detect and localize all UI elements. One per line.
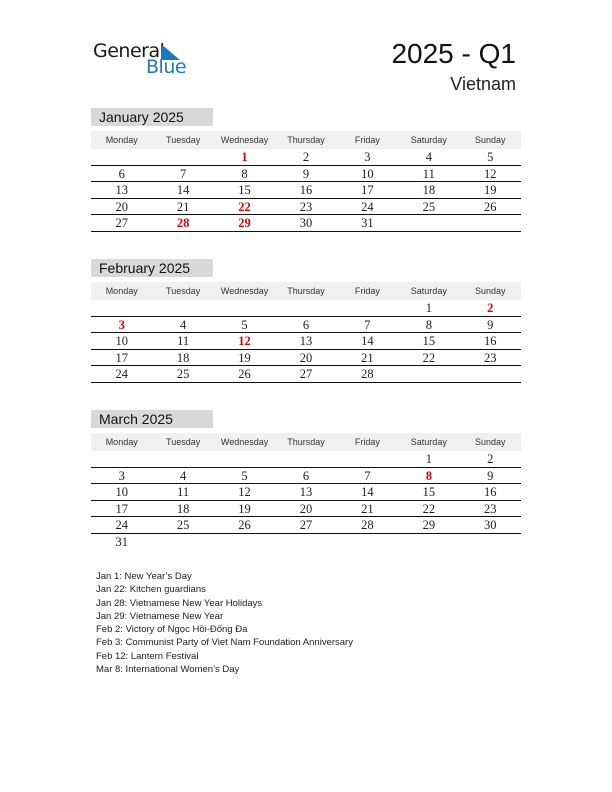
day-cell [398,534,459,551]
day-cell: 7 [180,166,187,181]
day-cell: 30 [483,518,497,533]
day-cell [275,451,336,467]
day-cell: 23 [483,350,497,365]
day-cell: 23 [299,199,313,214]
day-cell: 12 [483,166,497,181]
weekday-label: Saturday [410,135,447,145]
month-label: February 2025 [91,259,213,277]
day-cell: 28 [176,216,190,231]
day-cell: 4 [425,150,432,164]
day-cell: 13 [299,485,313,500]
day-cell: 19 [238,350,251,365]
weekday-label: Friday [354,135,380,145]
day-cell: 21 [361,350,374,365]
holiday-list [96,570,353,676]
day-cell: 23 [483,501,497,516]
day-cell: 7 [364,468,371,483]
page-title: 2025 - Q1 [391,38,516,69]
week-row [91,534,521,551]
day-cell [91,451,152,467]
holiday-item: Mar 8: International Women’s Day [96,664,240,676]
day-cell [152,451,213,467]
day-cell [214,300,275,316]
day-cell: 13 [299,334,313,349]
logo-text-general: General [93,40,165,62]
logo-text-blue: Blue [146,56,187,78]
week-row [91,166,521,183]
weekday-label: Sunday [474,135,506,145]
day-cell [275,300,336,316]
day-cell: 6 [302,317,310,332]
day-cell: 6 [302,468,310,483]
day-cell: 10 [361,166,374,181]
day-cell: 22 [238,199,251,214]
week-row [91,366,521,383]
day-cell: 27 [115,216,128,231]
day-cell: 20 [299,350,313,365]
day-cell: 1 [425,452,432,466]
day-cell [460,215,521,231]
weekday-label: Thursday [287,135,325,145]
week-row [91,350,521,367]
day-cell: 17 [115,350,128,365]
day-cell [91,149,152,165]
month-calendar [91,259,521,383]
day-cell: 1 [241,150,248,164]
weekday-label: Wednesday [220,437,269,447]
week-row [91,300,521,317]
week-row [91,317,521,334]
weekday-label: Friday [354,437,380,447]
day-cell: 15 [238,183,251,198]
day-cell: 30 [299,216,313,231]
day-cell: 13 [115,183,128,198]
month-calendar [91,108,521,232]
weekday-header [91,131,521,149]
week-row [91,501,521,518]
holiday-item: Feb 2: Victory of Ngọc Hồi-Đống Đa [96,624,248,636]
day-cell: 25 [422,199,436,214]
day-cell: 27 [299,518,313,533]
weekday-label: Monday [105,437,138,447]
day-cell: 3 [118,468,125,483]
weekday-label: Saturday [410,286,447,296]
day-cell: 27 [299,367,313,382]
day-cell: 2 [302,150,310,164]
day-cell [214,451,275,467]
day-cell: 17 [361,183,374,198]
week-row [91,149,521,166]
day-cell: 14 [176,183,190,198]
day-cell: 3 [364,150,371,164]
month-label: January 2025 [91,108,213,126]
week-row [91,199,521,216]
country-label: Vietnam [450,74,516,94]
day-cell: 11 [177,334,190,349]
day-cell [275,534,336,551]
day-cell: 5 [487,150,494,164]
day-cell [214,534,275,551]
day-cell: 8 [425,468,432,483]
holiday-item: Jan 29: Vietnamese New Year [96,610,224,622]
day-cell: 8 [241,166,248,181]
holiday-item: Feb 12: Lantern Festival [96,650,199,662]
day-cell [152,534,213,551]
day-cell: 6 [118,166,125,181]
day-cell: 28 [361,518,374,533]
day-cell: 5 [241,317,248,332]
day-cell: 25 [176,367,190,382]
weekday-header [91,433,521,451]
day-cell: 2 [487,452,494,466]
day-cell [152,149,213,165]
day-cell: 15 [422,485,436,500]
day-cell: 16 [299,183,313,198]
day-cell: 10 [115,334,128,349]
weekday-label: Monday [105,286,138,296]
day-cell: 8 [425,317,432,332]
week-row [91,451,521,468]
day-cell: 18 [176,350,190,365]
day-cell: 5 [241,468,248,483]
week-row [91,215,521,232]
day-cell: 17 [115,501,128,516]
day-cell: 19 [483,183,497,198]
day-cell: 4 [180,317,187,332]
day-cell: 26 [238,367,251,382]
weekday-label: Tuesday [166,437,201,447]
day-cell: 24 [115,518,128,533]
day-cell: 12 [238,485,251,500]
weekday-header [91,282,521,300]
holiday-item: Feb 3: Communist Party of Viet Nam Foundation Anniversary [96,637,353,649]
day-cell: 21 [176,199,190,214]
day-cell: 20 [115,199,128,214]
day-cell: 31 [361,216,374,231]
weekday-label: Wednesday [220,286,269,296]
day-cell: 10 [115,485,128,500]
weekday-label: Thursday [287,286,325,296]
holiday-item: Jan 22: Kitchen guardians [96,584,206,596]
weekday-label: Friday [354,286,380,296]
weekday-label: Sunday [474,286,506,296]
day-cell [91,300,152,316]
day-cell: 19 [238,501,251,516]
day-cell [337,451,398,467]
day-cell: 16 [483,334,497,349]
day-cell: 31 [115,534,128,549]
day-cell [337,300,398,316]
weekday-label: Saturday [410,437,447,447]
day-cell: 9 [302,166,310,181]
day-cell: 11 [177,485,190,500]
day-cell [152,300,213,316]
week-row [91,468,521,485]
holiday-item: Jan 28: Vietnamese New Year Holidays [96,597,263,609]
week-row [91,484,521,501]
day-cell: 26 [483,199,497,214]
day-cell: 18 [422,183,436,198]
day-cell: 16 [483,485,497,500]
day-cell [398,366,459,382]
general-blue-logo [93,40,193,80]
month-calendar [91,410,521,551]
day-cell: 9 [487,317,494,332]
day-cell: 14 [361,485,374,500]
week-row [91,517,521,534]
day-cell: 9 [487,468,494,483]
day-cell: 1 [425,301,432,315]
week-row [91,182,521,199]
day-cell: 11 [422,166,435,181]
day-cell: 28 [361,367,374,382]
day-cell: 25 [176,518,190,533]
day-cell: 26 [238,518,251,533]
day-cell: 7 [364,317,371,332]
weekday-label: Tuesday [166,286,201,296]
weekday-label: Wednesday [220,135,269,145]
day-cell: 18 [176,501,190,516]
day-cell: 22 [422,350,436,365]
day-cell: 4 [180,468,187,483]
day-cell [460,534,521,551]
weekday-label: Sunday [474,437,506,447]
day-cell [460,366,521,382]
day-cell: 29 [422,518,436,533]
day-cell [398,215,459,231]
weekday-label: Thursday [287,437,325,447]
day-cell: 14 [361,334,374,349]
day-cell: 24 [361,199,374,214]
month-label: March 2025 [91,410,213,428]
day-cell: 22 [422,501,436,516]
day-cell: 29 [238,216,251,231]
day-cell: 21 [361,501,374,516]
day-cell: 20 [299,501,313,516]
weekday-label: Tuesday [166,135,201,145]
day-cell: 15 [422,334,436,349]
day-cell: 2 [487,301,494,315]
day-cell [337,534,398,551]
day-cell: 12 [238,334,251,349]
day-cell: 3 [118,317,125,332]
week-row [91,333,521,350]
day-cell: 24 [115,367,128,382]
weekday-label: Monday [105,135,138,145]
holiday-item: Jan 1: New Year’s Day [96,571,192,582]
